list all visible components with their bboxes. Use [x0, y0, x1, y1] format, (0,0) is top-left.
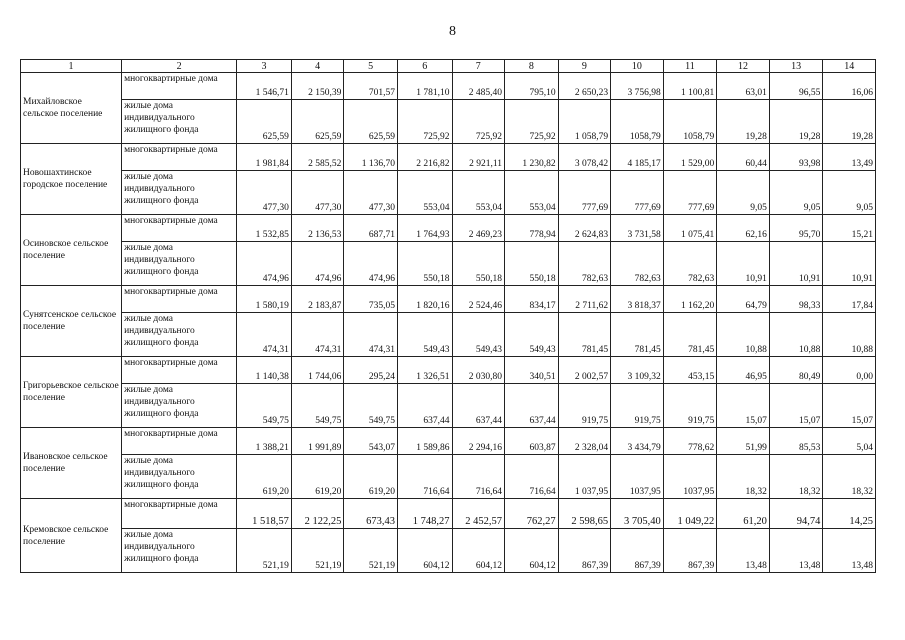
value-cell: 3 078,42: [558, 144, 611, 171]
value-cell: 687,71: [344, 215, 398, 242]
value-cell: 1 140,38: [237, 357, 292, 384]
value-cell: 781,45: [558, 313, 611, 357]
value-cell: 96,55: [769, 73, 823, 100]
value-cell: 10,91: [823, 242, 876, 286]
value-cell: 3 434,79: [611, 428, 664, 455]
value-cell: 474,96: [237, 242, 292, 286]
value-cell: 735,05: [344, 286, 398, 313]
value-cell: 1 991,89: [291, 428, 344, 455]
value-cell: 474,31: [344, 313, 398, 357]
value-cell: 477,30: [291, 171, 344, 215]
value-cell: 2 469,23: [452, 215, 505, 242]
value-cell: 13,48: [769, 529, 823, 573]
value-cell: 521,19: [237, 529, 292, 573]
value-cell: 553,04: [397, 171, 452, 215]
value-cell: 867,39: [558, 529, 611, 573]
value-cell: 46,95: [717, 357, 770, 384]
housing-type: жилые дома индивидуального жилищного фонда: [122, 455, 237, 499]
housing-type: многоквартирные дома: [122, 73, 237, 100]
value-cell: 604,12: [505, 529, 559, 573]
value-cell: 673,43: [344, 499, 398, 529]
value-cell: 521,19: [344, 529, 398, 573]
value-cell: 2 216,82: [397, 144, 452, 171]
value-cell: 1 075,41: [663, 215, 717, 242]
value-cell: 2 585,52: [291, 144, 344, 171]
housing-type: жилые дома индивидуального жилищного фонда: [122, 313, 237, 357]
value-cell: 1 546,71: [237, 73, 292, 100]
value-cell: 4 185,17: [611, 144, 664, 171]
value-cell: 10,88: [769, 313, 823, 357]
value-cell: 716,64: [397, 455, 452, 499]
value-cell: 762,27: [505, 499, 559, 529]
value-cell: 2 122,25: [291, 499, 344, 529]
value-cell: 604,12: [452, 529, 505, 573]
value-cell: 98,33: [769, 286, 823, 313]
value-cell: 725,92: [452, 100, 505, 144]
value-cell: 549,75: [291, 384, 344, 428]
value-cell: 16,06: [823, 73, 876, 100]
value-cell: 625,59: [291, 100, 344, 144]
value-cell: 1 529,00: [663, 144, 717, 171]
value-cell: 1 580,19: [237, 286, 292, 313]
value-cell: 604,12: [397, 529, 452, 573]
value-cell: 15,21: [823, 215, 876, 242]
table-row: [21, 313, 876, 357]
settlement-name: Кремовское сельское поселение: [21, 499, 122, 573]
value-cell: 619,20: [237, 455, 292, 499]
value-cell: 549,43: [452, 313, 505, 357]
value-cell: 2 485,40: [452, 73, 505, 100]
table-row: [21, 171, 876, 215]
value-cell: 474,31: [237, 313, 292, 357]
housing-type: многоквартирные дома: [122, 286, 237, 313]
value-cell: 474,31: [291, 313, 344, 357]
value-cell: 62,16: [717, 215, 770, 242]
value-cell: 2 711,62: [558, 286, 611, 313]
value-cell: 474,96: [344, 242, 398, 286]
value-cell: 477,30: [344, 171, 398, 215]
value-cell: 777,69: [558, 171, 611, 215]
value-cell: 13,49: [823, 144, 876, 171]
value-cell: 0,00: [823, 357, 876, 384]
value-cell: 2 183,87: [291, 286, 344, 313]
value-cell: 1 532,85: [237, 215, 292, 242]
page-number: 8: [449, 24, 456, 39]
table-row: [21, 286, 876, 313]
value-cell: 637,44: [505, 384, 559, 428]
value-cell: 781,45: [663, 313, 717, 357]
value-cell: 3 756,98: [611, 73, 664, 100]
value-cell: 94,74: [769, 499, 823, 529]
value-cell: 3 731,58: [611, 215, 664, 242]
value-cell: 63,01: [717, 73, 770, 100]
housing-type: многоквартирные дома: [122, 428, 237, 455]
value-cell: 13,48: [717, 529, 770, 573]
value-cell: 1 230,82: [505, 144, 559, 171]
value-cell: 777,69: [611, 171, 664, 215]
value-cell: 51,99: [717, 428, 770, 455]
header-row: [21, 60, 876, 73]
value-cell: 2 598,65: [558, 499, 611, 529]
value-cell: 61,20: [717, 499, 770, 529]
value-cell: 80,49: [769, 357, 823, 384]
value-cell: 453,15: [663, 357, 717, 384]
value-cell: 867,39: [663, 529, 717, 573]
housing-type: многоквартирные дома: [122, 499, 237, 529]
value-cell: 553,04: [505, 171, 559, 215]
value-cell: 18,32: [823, 455, 876, 499]
value-cell: 782,63: [663, 242, 717, 286]
column-header: 6: [397, 60, 452, 73]
value-cell: 1 037,95: [558, 455, 611, 499]
value-cell: 14,25: [823, 499, 876, 529]
value-cell: 2 328,04: [558, 428, 611, 455]
value-cell: 782,63: [558, 242, 611, 286]
value-cell: 2 136,53: [291, 215, 344, 242]
table-row: [21, 455, 876, 499]
value-cell: 521,19: [291, 529, 344, 573]
table-row: [21, 242, 876, 286]
value-cell: 9,05: [717, 171, 770, 215]
table-row: [21, 428, 876, 455]
value-cell: 10,91: [717, 242, 770, 286]
value-cell: 18,32: [769, 455, 823, 499]
value-cell: 1037,95: [611, 455, 664, 499]
value-cell: 603,87: [505, 428, 559, 455]
value-cell: 867,39: [611, 529, 664, 573]
value-cell: 19,28: [717, 100, 770, 144]
column-header: 8: [505, 60, 559, 73]
value-cell: 1037,95: [663, 455, 717, 499]
value-cell: 549,43: [505, 313, 559, 357]
value-cell: 543,07: [344, 428, 398, 455]
table-row: [21, 357, 876, 384]
column-header: 1: [21, 60, 122, 73]
value-cell: 10,88: [823, 313, 876, 357]
value-cell: 474,96: [291, 242, 344, 286]
value-cell: 778,94: [505, 215, 559, 242]
value-cell: 549,75: [237, 384, 292, 428]
settlement-name: Михайловское сельское поселение: [21, 73, 122, 144]
value-cell: 15,07: [769, 384, 823, 428]
housing-type: жилые дома индивидуального жилищного фонда: [122, 529, 237, 573]
value-cell: 17,84: [823, 286, 876, 313]
column-header: 12: [717, 60, 770, 73]
table-row: [21, 384, 876, 428]
value-cell: 2 650,23: [558, 73, 611, 100]
column-header: 4: [291, 60, 344, 73]
table-row: [21, 529, 876, 573]
housing-type: многоквартирные дома: [122, 215, 237, 242]
column-header: 10: [611, 60, 664, 73]
value-cell: 1 744,06: [291, 357, 344, 384]
value-cell: 549,75: [344, 384, 398, 428]
value-cell: 85,53: [769, 428, 823, 455]
value-cell: 1 518,57: [237, 499, 292, 529]
value-cell: 2 002,57: [558, 357, 611, 384]
value-cell: 1 326,51: [397, 357, 452, 384]
value-cell: 701,57: [344, 73, 398, 100]
value-cell: 716,64: [505, 455, 559, 499]
value-cell: 3 705,40: [611, 499, 664, 529]
value-cell: 716,64: [452, 455, 505, 499]
value-cell: 340,51: [505, 357, 559, 384]
column-header: 13: [769, 60, 823, 73]
value-cell: 919,75: [663, 384, 717, 428]
column-header: 2: [122, 60, 237, 73]
value-cell: 550,18: [505, 242, 559, 286]
value-cell: 834,17: [505, 286, 559, 313]
tariff-table: [20, 59, 876, 573]
housing-type: многоквартирные дома: [122, 357, 237, 384]
value-cell: 1058,79: [663, 100, 717, 144]
value-cell: 2 524,46: [452, 286, 505, 313]
value-cell: 18,32: [717, 455, 770, 499]
value-cell: 1 748,27: [397, 499, 452, 529]
value-cell: 1 820,16: [397, 286, 452, 313]
value-cell: 64,79: [717, 286, 770, 313]
value-cell: 1 388,21: [237, 428, 292, 455]
value-cell: 550,18: [397, 242, 452, 286]
value-cell: 1 058,79: [558, 100, 611, 144]
value-cell: 637,44: [452, 384, 505, 428]
value-cell: 1058,79: [611, 100, 664, 144]
value-cell: 13,48: [823, 529, 876, 573]
value-cell: 625,59: [237, 100, 292, 144]
settlement-name: Григорьевское сельское поселение: [21, 357, 122, 428]
value-cell: 2 150,39: [291, 73, 344, 100]
value-cell: 549,43: [397, 313, 452, 357]
value-cell: 1 589,86: [397, 428, 452, 455]
value-cell: 2 452,57: [452, 499, 505, 529]
table-row: [21, 144, 876, 171]
housing-type: многоквартирные дома: [122, 144, 237, 171]
value-cell: 919,75: [611, 384, 664, 428]
settlement-name: Новошахтинское городское поселение: [21, 144, 122, 215]
column-header: 11: [663, 60, 717, 73]
column-header: 3: [237, 60, 292, 73]
value-cell: 553,04: [452, 171, 505, 215]
settlement-name: Ивановское сельское поселение: [21, 428, 122, 499]
settlement-name: Сунятсенское сельское поселение: [21, 286, 122, 357]
column-header: 14: [823, 60, 876, 73]
column-header: 7: [452, 60, 505, 73]
housing-type: жилые дома индивидуального жилищного фонда: [122, 242, 237, 286]
housing-type: жилые дома индивидуального жилищного фонда: [122, 100, 237, 144]
value-cell: 782,63: [611, 242, 664, 286]
value-cell: 619,20: [344, 455, 398, 499]
value-cell: 19,28: [823, 100, 876, 144]
value-cell: 1 781,10: [397, 73, 452, 100]
value-cell: 19,28: [769, 100, 823, 144]
value-cell: 15,07: [717, 384, 770, 428]
table-row: [21, 215, 876, 242]
table-row: [21, 73, 876, 100]
column-header: 9: [558, 60, 611, 73]
value-cell: 1 100,81: [663, 73, 717, 100]
value-cell: 781,45: [611, 313, 664, 357]
value-cell: 1 981,84: [237, 144, 292, 171]
value-cell: 2 294,16: [452, 428, 505, 455]
value-cell: 1 049,22: [663, 499, 717, 529]
value-cell: 637,44: [397, 384, 452, 428]
column-header: 5: [344, 60, 398, 73]
value-cell: 550,18: [452, 242, 505, 286]
value-cell: 1 764,93: [397, 215, 452, 242]
value-cell: 15,07: [823, 384, 876, 428]
value-cell: 725,92: [397, 100, 452, 144]
housing-type: жилые дома индивидуального жилищного фонда: [122, 384, 237, 428]
table-row: [21, 100, 876, 144]
value-cell: 2 030,80: [452, 357, 505, 384]
housing-type: жилые дома индивидуального жилищного фонда: [122, 171, 237, 215]
value-cell: 10,91: [769, 242, 823, 286]
value-cell: 95,70: [769, 215, 823, 242]
value-cell: 3 818,37: [611, 286, 664, 313]
value-cell: 9,05: [769, 171, 823, 215]
value-cell: 5,04: [823, 428, 876, 455]
table-row: [21, 499, 876, 529]
value-cell: 1 136,70: [344, 144, 398, 171]
value-cell: 3 109,32: [611, 357, 664, 384]
value-cell: 778,62: [663, 428, 717, 455]
value-cell: 477,30: [237, 171, 292, 215]
value-cell: 777,69: [663, 171, 717, 215]
value-cell: 2 624,83: [558, 215, 611, 242]
value-cell: 725,92: [505, 100, 559, 144]
value-cell: 2 921,11: [452, 144, 505, 171]
value-cell: 795,10: [505, 73, 559, 100]
value-cell: 1 162,20: [663, 286, 717, 313]
value-cell: 625,59: [344, 100, 398, 144]
value-cell: 93,98: [769, 144, 823, 171]
table-body: [21, 73, 876, 573]
value-cell: 919,75: [558, 384, 611, 428]
value-cell: 10,88: [717, 313, 770, 357]
settlement-name: Осиновское сельское поселение: [21, 215, 122, 286]
value-cell: 60,44: [717, 144, 770, 171]
value-cell: 9,05: [823, 171, 876, 215]
value-cell: 619,20: [291, 455, 344, 499]
value-cell: 295,24: [344, 357, 398, 384]
